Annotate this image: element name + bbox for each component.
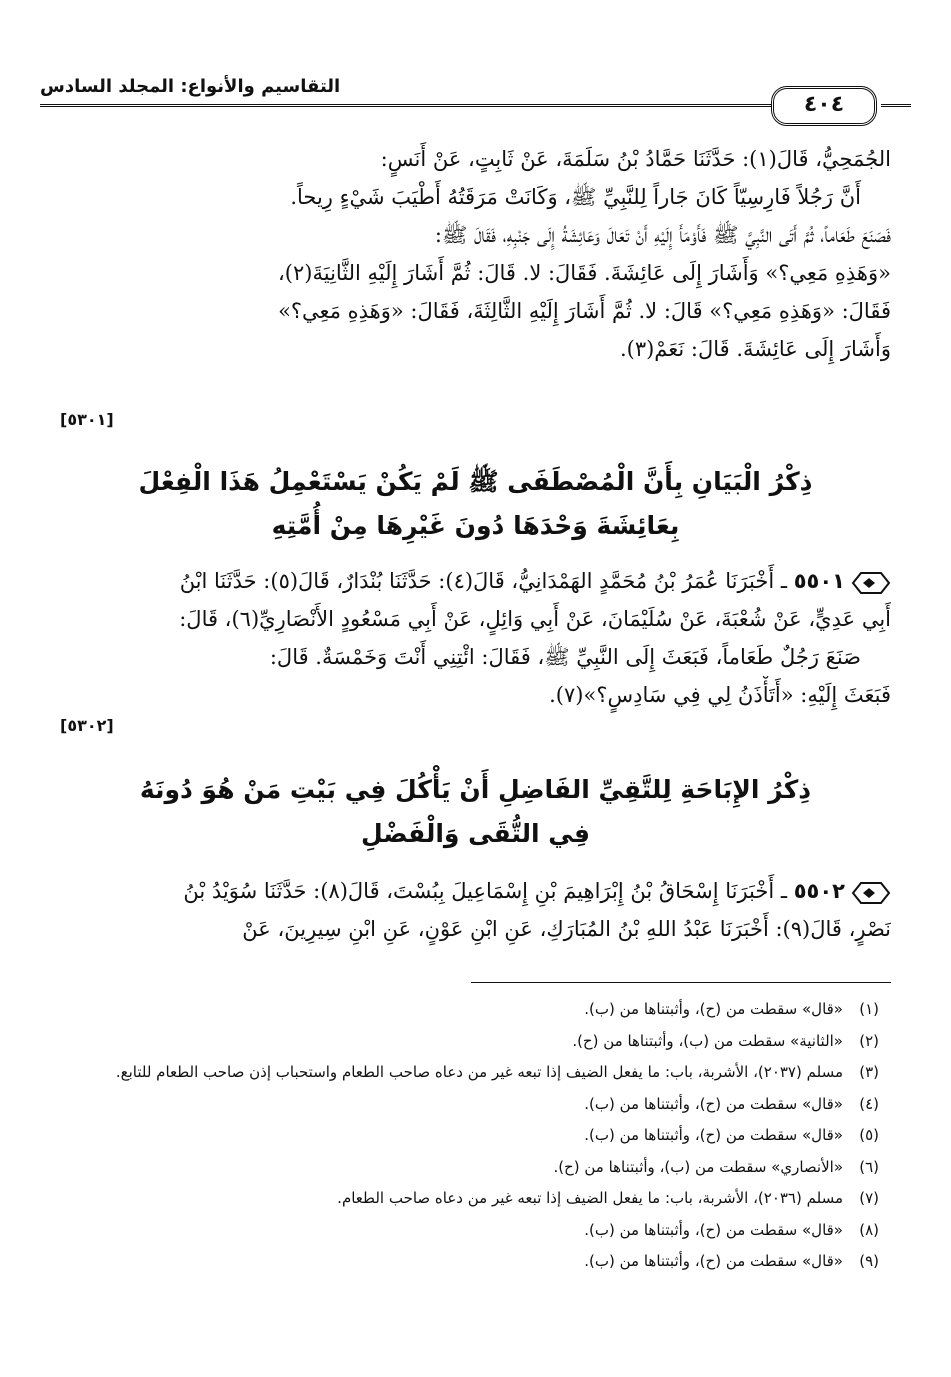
hadith-reference: [٥٣٠١] xyxy=(60,410,114,429)
chapter-heading xyxy=(40,768,911,856)
heading-line: بِعَائِشَةَ وَحْدَهَا دُونَ غَيْرِهَا مِنْ أُمَّتِهِ xyxy=(271,511,680,540)
hadith-number: ٥٥٠٢ xyxy=(793,879,845,903)
running-title: التقاسيم والأنواع: المجلد السادس xyxy=(40,76,341,97)
heading-line: فِي التُّقَى وَالْفَضْلِ xyxy=(361,819,590,848)
text-line xyxy=(60,562,891,600)
footnote-text: مسلم (٢٠٣٧)، الأشربة، باب: ما يفعل الضيف إذا تبعه غير من دعاه صاحب الطعام واستحباب إذن صاحب الطعام للتابع. xyxy=(115,1063,843,1081)
text-line: نَصْرٍ، قَالَ(٩): أَخْبَرَنَا عَبْدُ اللهِ بْنُ المُبَارَكِ، عَنِ ابْنِ عَوْنٍ، عَنِ ابْنِ سِيرِينَ، عَنْ xyxy=(242,917,891,941)
header-rule-right xyxy=(881,104,911,107)
hadith-marker-icon xyxy=(851,880,891,906)
footnote xyxy=(60,994,879,1026)
footnote-text: «الأنصاري» سقطت من (ب)، وأثبتناها من (ح). xyxy=(553,1157,843,1176)
footnote-number: (٣) xyxy=(859,1063,879,1081)
text-line: وَأَشَارَ إِلَى عَائِشَةَ. قَالَ: نَعَمْ(٣). xyxy=(619,337,891,361)
footnote xyxy=(60,1215,879,1247)
section-1-text xyxy=(60,140,891,368)
text-line xyxy=(60,872,891,910)
footnote-number: (١) xyxy=(859,1000,879,1018)
footnote xyxy=(60,1246,879,1278)
text-line: الجُمَحِيُّ، قَالَ(١): حَدَّثَنَا حَمَّادُ بْنُ سَلَمَةَ، عَنْ ثَابِتٍ، عَنْ أَنَسٍ: xyxy=(380,147,891,171)
footnote-separator xyxy=(471,982,891,983)
text-line: فَصَنَعَ طَعَاماً، ثُمَّ أَتَى النَّبِيَّ ﷺ فَأَوْمَأَ إِلَيْهِ أَنْ تَعَالَ وَعَائِشَةُ إِلَى جَنْبِهِ، فَقَالَ ﷺ: xyxy=(434,223,891,247)
footnote-number: (٧) xyxy=(859,1189,879,1207)
footnote-number: (٦) xyxy=(859,1157,879,1176)
hadith-number: ٥٥٠١ xyxy=(793,569,845,593)
footnote-text: «قال» سقطت من (ح)، وأثبتناها من (ب). xyxy=(584,1000,843,1018)
footnote xyxy=(60,1152,879,1184)
hadith-marker-icon xyxy=(851,570,891,596)
footnote-text: «قال» سقطت من (ح)، وأثبتناها من (ب). xyxy=(584,1126,843,1144)
heading-line: ذِكْرُ الْبَيَانِ بِأَنَّ الْمُصْطَفَى ﷺ لَمْ يَكُنْ يَسْتَعْمِلُ هَذَا الْفِعْلَ xyxy=(138,467,813,496)
hadith-reference: [٥٣٠٢] xyxy=(60,716,114,735)
footnote-text: «قال» سقطت من (ح)، وأثبتناها من (ب). xyxy=(584,1094,843,1113)
heading-line: ذِكْرُ الإِبَاحَةِ لِلتَّقِيِّ الفَاضِلِ أَنْ يَأْكُلَ فِي بَيْتِ مَنْ هُوَ دُونَهُ xyxy=(139,775,812,804)
text-line: «وَهَذِهِ مَعِي؟» وَأَشَارَ إِلَى عَائِشَةَ. فَقَالَ: لا. قَالَ: ثُمَّ أَشَارَ إِلَيْهِ الثَّانِيَةَ(٢)، xyxy=(278,261,891,285)
footnote xyxy=(60,1026,879,1058)
header-rule xyxy=(40,104,771,107)
hadith-5501 xyxy=(60,562,891,714)
text-line: أَبِي عَدِيٍّ، عَنْ شُعْبَةَ، عَنْ سُلَيْمَانَ، عَنْ أَبِي وَائِلٍ، عَنْ أَبِي مَسْعُودٍ الأَنْصَارِيِّ(٦)، قَالَ: xyxy=(179,607,891,631)
hadith-text: ـ أَخْبَرَنَا عُمَرُ بْنُ مُحَمَّدٍ الهَمْدَانِيُّ، قَالَ(٤): حَدَّثَنَا بُنْدَارٌ، قَالَ(٥): حَدَّثَنَا ابْنُ xyxy=(179,569,788,593)
footnote-number: (٩) xyxy=(859,1252,879,1270)
footnote xyxy=(60,1120,879,1152)
footnote-number: (٢) xyxy=(859,1031,879,1050)
text-line: أَنَّ رَجُلاً فَارِسِيّاً كَانَ جَاراً لِلنَّبِيِّ ﷺ، وَكَانَتْ مَرَقَتُهُ أَطْيَبَ شَيْءٍ رِيحاً. xyxy=(290,185,861,209)
footnote-number: (٨) xyxy=(859,1220,879,1239)
text-line: صَنَعَ رَجُلٌ طَعَاماً، فَبَعَثَ إِلَى النَّبِيِّ ﷺ، فَقَالَ: ائْتِنِي أَنْتَ وَخَمْسَةٌ. قَالَ: xyxy=(269,645,861,669)
footnote xyxy=(60,1183,879,1215)
footnote-text: «قال» سقطت من (ح)، وأثبتناها من (ب). xyxy=(584,1220,843,1239)
footnote-text: «قال» سقطت من (ح)، وأثبتناها من (ب). xyxy=(584,1252,843,1270)
footnote-number: (٥) xyxy=(859,1126,879,1144)
text-line: فَبَعَثَ إِلَيْهِ: «أَتَأْذَنُ لِي فِي سَادِسٍ؟»(٧). xyxy=(549,683,891,707)
footnote xyxy=(60,1089,879,1121)
footnotes xyxy=(60,994,879,1278)
footnote-number: (٤) xyxy=(859,1094,879,1113)
hadith-5502 xyxy=(60,872,891,948)
footnote xyxy=(60,1057,879,1089)
page-number: ٤٠٤ xyxy=(771,86,877,126)
footnote-text: مسلم (٢٠٣٦)، الأشربة، باب: ما يفعل الضيف إذا تبعه غير من دعاه صاحب الطعام. xyxy=(337,1189,843,1207)
footnote-text: «الثانية» سقطت من (ب)، وأثبتناها من (ح). xyxy=(572,1031,843,1050)
hadith-text: ـ أَخْبَرَنَا إِسْحَاقُ بْنُ إِبْرَاهِيمَ بْنِ إِسْمَاعِيلَ بِبُسْتَ، قَالَ(٨): حَدَّثَنَا سُوَيْدُ بْنُ xyxy=(183,879,788,903)
page-header xyxy=(40,70,911,117)
text-line: فَقَالَ: «وَهَذِهِ مَعِي؟» قَالَ: لا. ثُمَّ أَشَارَ إِلَيْهِ الثَّالِثَةَ، فَقَالَ: «وَهَذِهِ مَعِي؟» xyxy=(278,299,891,323)
chapter-heading xyxy=(40,460,911,548)
